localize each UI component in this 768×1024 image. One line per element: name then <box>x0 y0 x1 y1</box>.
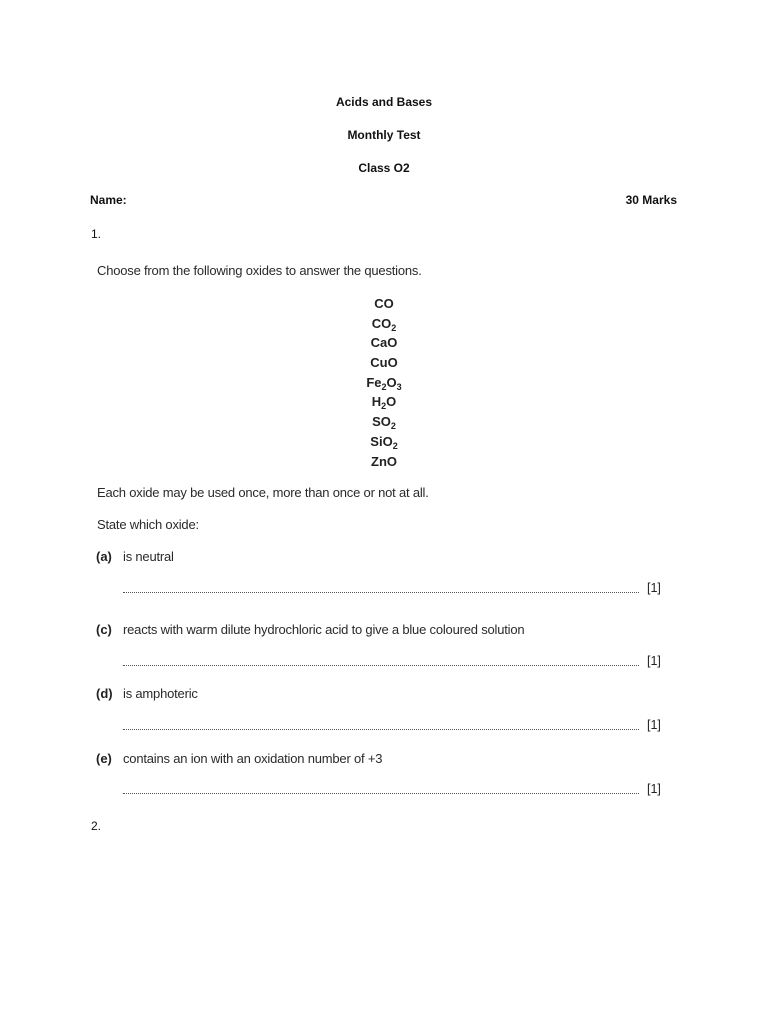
part-c-mark: [1] <box>647 654 661 668</box>
question-1-intro: Choose from the following oxides to answer the questions. <box>97 263 422 278</box>
document-title: Acids and Bases <box>335 95 433 109</box>
part-e-mark: [1] <box>647 782 661 796</box>
question-1-state: State which oxide: <box>97 517 199 532</box>
part-d-mark: [1] <box>647 718 661 732</box>
name-label: Name: <box>90 193 127 207</box>
class-line: Class O2 <box>358 161 410 175</box>
document-subtitle: Monthly Test <box>347 128 421 142</box>
part-a-text: is neutral <box>123 549 174 564</box>
question-2-number: 2. <box>91 819 102 833</box>
oxide-formula: CO <box>374 296 394 311</box>
oxide-formula: ZnO <box>371 453 397 469</box>
oxide-formula: $CO_2$ <box>371 315 397 333</box>
oxide-formula: CaO <box>370 335 398 351</box>
oxide-formula: CuO <box>370 355 398 371</box>
part-a-answer-line[interactable] <box>123 590 639 593</box>
oxide-formula: $H_2O$ <box>371 394 397 412</box>
part-c-text: reacts with warm dilute hydrochloric acid to give a blue coloured solution <box>123 622 525 637</box>
part-e-label: (e) <box>96 751 112 766</box>
part-a-label: (a) <box>96 549 112 564</box>
part-d-answer-line[interactable] <box>123 727 639 730</box>
total-marks: 30 Marks <box>625 193 677 207</box>
question-1-instruction: Each oxide may be used once, more than once or not at all. <box>97 485 429 500</box>
part-d-label: (d) <box>96 686 113 701</box>
oxide-formula: SiO$_2$ <box>370 433 398 451</box>
part-a-mark: [1] <box>647 581 661 595</box>
part-d-text: is amphoteric <box>123 686 198 701</box>
oxide-formula: $Fe_2O_3$ <box>366 374 402 392</box>
oxide-list <box>0 294 768 471</box>
part-c-answer-line[interactable] <box>123 663 639 666</box>
question-1-number: 1. <box>91 227 102 241</box>
part-e-answer-line[interactable] <box>123 791 639 794</box>
oxide-formula: $SO_2$ <box>372 414 396 432</box>
part-e-text: contains an ion with an oxidation number of +3 <box>123 751 383 766</box>
part-c-label: (c) <box>96 622 112 637</box>
